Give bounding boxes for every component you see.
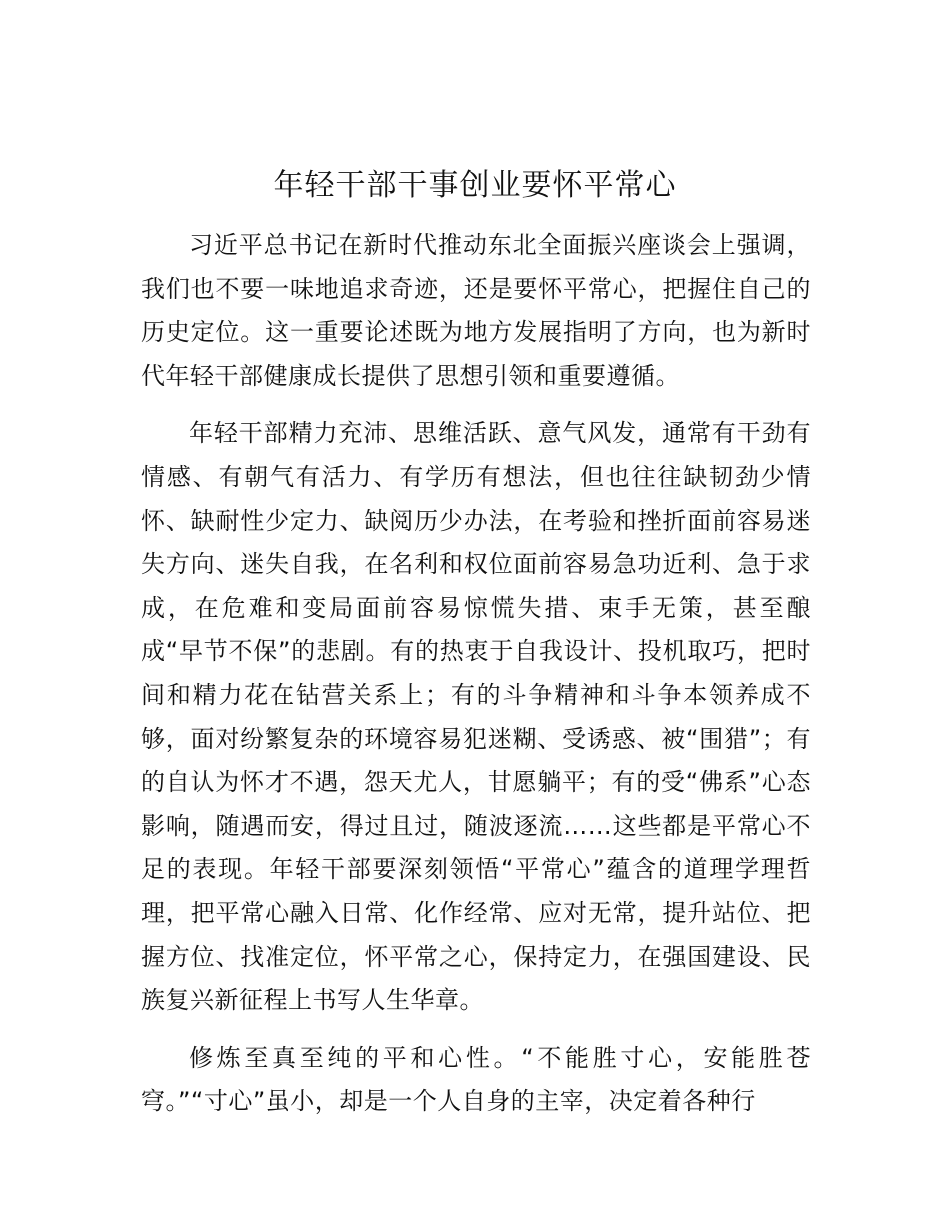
document-body [141, 224, 811, 1124]
paragraph-1: 习近平总书记在新时代推动东北全面振兴座谈会上强调，我们也不要一味地追求奇迹，还是要怀平常心，把握住自己的历史定位。这一重要论述既为地方发展指明了方向，也为新时代年轻干部健康成长提供了思想引领和重要遵循。 [141, 231, 811, 390]
document-title: 年轻干部干事创业要怀平常心 [273, 168, 677, 203]
paragraph-3: 修炼至真至纯的平和心性。“不能胜寸心，安能胜苍穹。”“寸心”虽小，却是一个人自身的主宰，决定着各种行 [141, 1043, 811, 1116]
paragraph-2: 年轻干部精力充沛、思维活跃、意气风发，通常有干劲有情感、有朝气有活力、有学历有想法，但也往往缺韧劲少情怀、缺耐性少定力、缺阅历少办法，在考验和挫折面前容易迷失方向、迷失自我，在名利和权位面前容易急功近利、急于求成，在危难和变局面前容易惊慌失措、束手无策，甚至酿成“早节不保”的悲剧。有的热衷于自我设计、投机取巧，把时间和精力花在钻营关系上；有的斗争精神和斗争本领养成不够，面对纷繁复杂的环境容易犯迷糊、受诱惑、被“围猎”；有的自认为怀才不遇，怨天尤人，甘愿躺平；有的受“佛系”心态影响，随遇而安，得过且过，随波逐流……这些都是平常心不足的表现。年轻干部要深刻领悟“平常心”蕴含的道理学理哲理，把平常心融入日常、化作经常、应对无常，提升站位、把握方位、找准定位，怀平常之心，保持定力，在强国建设、民族复兴新征程上书写人生华章。 [141, 419, 811, 1015]
